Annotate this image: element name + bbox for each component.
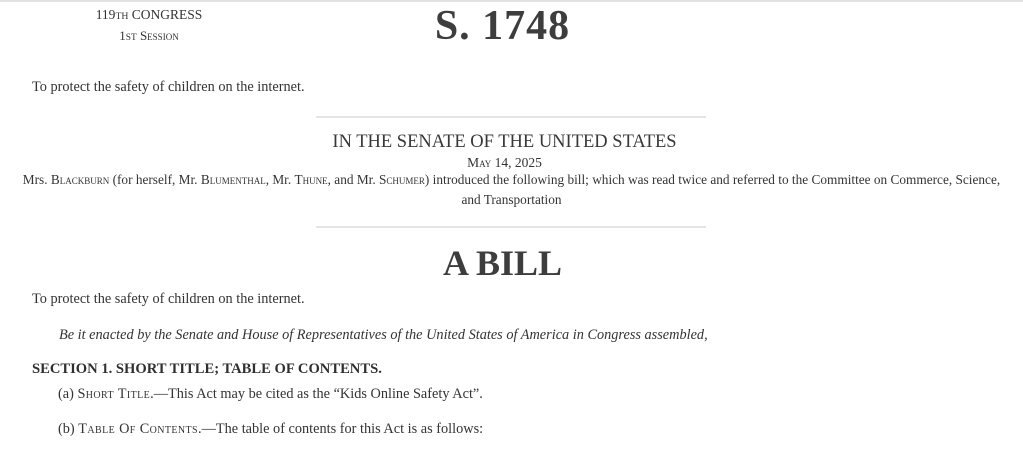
session-label: Session	[139, 28, 179, 43]
clause-a-prefix: (a)	[58, 386, 78, 402]
introduction-date: May 14, 2025	[467, 155, 542, 170]
bill-type-heading: A BILL	[442, 243, 563, 283]
clause-b-term: Table Of Contents	[78, 421, 199, 437]
sponsor-name-schumer: Schumer	[379, 172, 425, 187]
sponsor-text: (for herself, Mr.	[109, 172, 201, 187]
congress-number: 119	[95, 7, 116, 22]
clause-table-of-contents	[58, 421, 483, 438]
official-title-top: To protect the safety of children on the internet.	[32, 79, 305, 95]
session-number: 1	[119, 28, 126, 43]
senate-section-divider	[316, 116, 706, 118]
sponsor-text: , and Mr.	[327, 172, 379, 187]
bill-number-heading: S. 1748	[434, 3, 571, 49]
sponsor-text: ) introduced the following bill; which was read twice and referred to the Committee on Commerce, Science, and Transportation	[424, 172, 1001, 207]
clause-b-text: .—The table of contents for this Act is as follows:	[198, 421, 484, 437]
congress-ordinal-suffix: TH	[115, 11, 129, 22]
clause-a-term: Short Title	[77, 386, 151, 402]
sponsor-text: Mrs.	[22, 172, 51, 187]
official-title: To protect the safety of children on the internet.	[32, 291, 305, 307]
sponsor-paragraph	[14, 170, 1009, 209]
sponsor-name-blackburn: Blackburn	[50, 172, 110, 187]
sponsor-name-thune: Thune	[294, 172, 328, 187]
bill-section-divider	[316, 226, 706, 228]
clause-b-prefix: (b)	[58, 421, 79, 437]
congress-label: CONGRESS	[131, 7, 203, 22]
sponsor-name-blumenthal: Blumenthal	[200, 172, 266, 187]
clause-a-text: .—This Act may be cited as the “Kids Online Safety Act”.	[150, 386, 483, 402]
sponsor-text: , Mr.	[265, 172, 295, 187]
clause-short-title	[58, 386, 483, 403]
enacting-clause: Be it enacted by the Senate and House of Representatives of the United States of America in Congress assembled,	[59, 327, 708, 343]
session-ordinal-suffix: ST	[125, 33, 137, 43]
chamber-heading: IN THE SENATE OF THE UNITED STATES	[332, 132, 677, 152]
section-1-heading: SECTION 1. SHORT TITLE; TABLE OF CONTENTS.	[32, 361, 382, 377]
